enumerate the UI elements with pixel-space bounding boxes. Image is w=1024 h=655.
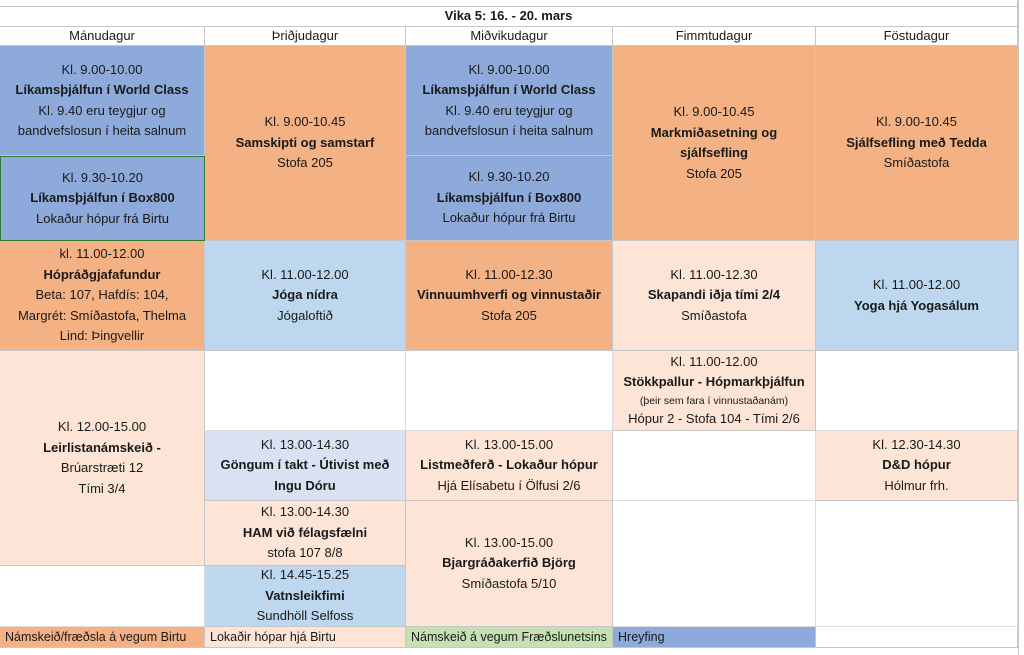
empty-cell[interactable]: [613, 431, 816, 501]
event-title: Bjargráðakerfið Björg: [442, 555, 576, 571]
event-cell-fri-yoga[interactable]: [816, 241, 1018, 351]
legend-item-3: [613, 627, 816, 648]
day-header-label: Föstudagur: [883, 27, 950, 43]
legend-label: Hreyfing: [618, 629, 665, 644]
event-time: kl. 11.00-12.00: [59, 246, 145, 262]
event-detail: Brúarstræti 12: [60, 460, 144, 475]
event-detail: Hjá Elísabetu í Ölfusi 2/6: [437, 477, 581, 493]
event-time: Kl. 14.45-15.25: [260, 567, 350, 583]
event-title: Markmiðasetning og: [650, 124, 778, 140]
event-time: Kl. 13.00-15.00: [464, 436, 554, 452]
event-detail: Sundhöll Selfoss: [256, 608, 354, 624]
event-cell-mon-wc[interactable]: [0, 46, 205, 156]
event-title: Göngum í takt - Útivist með: [220, 457, 390, 473]
event-time: Kl. 9.00-10.00: [468, 61, 550, 77]
event-detail: bandvefslosun í heita salnum: [17, 123, 187, 138]
event-cell-tue-vatn[interactable]: [205, 566, 406, 627]
empty-cell[interactable]: [613, 501, 816, 627]
event-time: Kl. 11.00-12.30: [465, 266, 553, 282]
event-detail: Kl. 9.40 eru teygjur og: [38, 102, 166, 118]
event-cell-wed-wc[interactable]: [406, 46, 613, 156]
event-title: Líkamsþjálfun í Box800: [436, 189, 582, 205]
event-detail: Hólmur frh.: [884, 477, 949, 493]
empty-cell[interactable]: [205, 351, 406, 431]
event-cell-wed-box[interactable]: [406, 156, 613, 241]
event-title: Líkamsþjálfun í Box800: [30, 190, 175, 206]
event-time: Kl. 9.00-10.45: [264, 114, 346, 130]
event-detail: Smíðastofa 5/10: [461, 575, 557, 591]
legend-item-1: [205, 627, 406, 648]
event-time: Kl. 9.30-10.20: [62, 169, 143, 185]
day-header-label: Þriðjudagur: [271, 27, 339, 43]
day-header-4[interactable]: [816, 27, 1018, 46]
event-detail: Stofa 205: [277, 155, 333, 171]
event-detail: Stofa 205: [686, 165, 742, 181]
event-detail: Jógaloftið: [277, 307, 333, 323]
legend-label: Lokaðir hópar hjá Birtu: [210, 629, 336, 644]
event-title: Vatnsleikfimi: [265, 587, 345, 603]
event-detail: stofa 107 8/8: [267, 545, 343, 561]
day-header-label: Mánudagur: [69, 27, 135, 43]
event-cell-wed-list[interactable]: [406, 431, 613, 501]
event-cell-tue-joga[interactable]: [205, 241, 406, 351]
event-title: Leirlistanámskeið -: [43, 439, 161, 455]
event-detail: Smíðastofa: [681, 307, 747, 323]
event-title: Listmeðferð - Lokaður hópur: [420, 457, 598, 473]
event-detail: (þeir sem fara í vinnustaðanám): [639, 394, 789, 407]
event-detail: Stofa 205: [481, 307, 537, 323]
event-cell-mon-hopr[interactable]: [0, 241, 205, 351]
event-detail: Kl. 9.40 eru teygjur og: [445, 102, 573, 118]
event-title: Líkamsþjálfun í World Class: [422, 82, 596, 97]
event-title: Ingu Dóru: [274, 477, 336, 493]
event-detail: Hópur 2 - Stofa 104 - Tími 2/6: [628, 410, 800, 426]
event-title: sjálfsefling: [680, 145, 748, 160]
event-time: Kl. 9.00-10.00: [61, 61, 143, 77]
event-cell-fri-dd[interactable]: [816, 431, 1018, 501]
event-time: Kl. 11.00-12.00: [670, 353, 758, 369]
legend-label: Námskeið á vegum Fræðslunetsins: [411, 629, 607, 644]
event-cell-tue-samskipti[interactable]: [205, 46, 406, 241]
event-cell-wed-bjarg[interactable]: [406, 501, 613, 627]
event-detail: Beta: 107, Hafdís: 104,: [35, 287, 169, 303]
week-title-text: Vika 5: 16. - 20. mars: [444, 8, 573, 24]
event-time: Kl. 12.00-15.00: [57, 419, 147, 434]
event-cell-fri-sjalf[interactable]: [816, 46, 1018, 241]
day-header-1[interactable]: [205, 27, 406, 46]
event-title: HAM við félagsfælni: [242, 524, 368, 540]
day-header-2[interactable]: [406, 27, 613, 46]
day-header-label: Fimmtudagur: [675, 27, 753, 43]
event-detail: Margrét: Smíðastofa, Thelma: [17, 307, 187, 323]
legend-label: Námskeið/fræðsla á vegum Birtu: [5, 629, 187, 644]
event-time: Kl. 9.00-10.45: [673, 104, 755, 119]
empty-cell[interactable]: [816, 351, 1018, 431]
event-time: Kl. 11.00-12.30: [670, 266, 758, 282]
event-time: Kl. 12.30-14.30: [872, 436, 961, 452]
event-title: Líkamsþjálfun í World Class: [15, 82, 189, 97]
day-header-label: Miðvikudagur: [470, 27, 548, 43]
right-gutter: [1018, 0, 1024, 655]
empty-cell[interactable]: [816, 501, 1018, 627]
event-title: Stökkpallur - Hópmarkþjálfun: [623, 374, 805, 390]
event-detail: Lokaður hópur frá Birtu: [36, 210, 169, 226]
event-detail: Lokaður hópur frá Birtu: [442, 210, 576, 226]
event-title: Skapandi iðja tími 2/4: [647, 287, 781, 303]
event-cell-thu-mark[interactable]: [613, 46, 816, 241]
legend-empty: [816, 627, 1018, 648]
empty-cell[interactable]: [0, 566, 205, 627]
event-title: Jóga nídra: [272, 287, 338, 303]
event-title: Sjálfsefling með Tedda: [846, 134, 987, 150]
event-time: Kl. 13.00-14.30: [260, 504, 350, 520]
event-time: Kl. 9.00-10.45: [876, 114, 957, 130]
event-detail: bandvefslosun í heita salnum: [424, 123, 594, 138]
event-detail: Smíðastofa: [883, 155, 950, 171]
event-title: D&D hópur: [882, 457, 951, 473]
event-cell-mon-box[interactable]: [0, 156, 205, 241]
event-detail: Lind: Þingvellir: [59, 328, 145, 344]
top-row: [0, 0, 1018, 7]
event-title: Samskipti og samstarf: [235, 134, 375, 150]
event-detail: Tími 3/4: [78, 480, 126, 496]
event-cell-thu-stokk[interactable]: [613, 351, 816, 431]
event-cell-tue-ham[interactable]: [205, 501, 406, 566]
event-time: Kl. 9.30-10.20: [468, 169, 550, 185]
day-header-0[interactable]: [0, 27, 205, 46]
legend-item-0: [0, 627, 205, 648]
event-time: Kl. 11.00-12.00: [872, 277, 961, 292]
event-title: Vinnuumhverfi og vinnustaðir: [417, 287, 601, 303]
week-title: [0, 7, 1018, 27]
event-time: Kl. 11.00-12.00: [261, 266, 349, 282]
event-cell-mon-leir[interactable]: [0, 351, 205, 566]
day-header-3[interactable]: [613, 27, 816, 46]
event-time: Kl. 13.00-14.30: [260, 436, 350, 452]
event-time: Kl. 13.00-15.00: [464, 534, 554, 550]
empty-cell[interactable]: [406, 351, 613, 431]
legend-item-2: [406, 627, 613, 648]
event-cell-tue-gongum[interactable]: [205, 431, 406, 501]
event-title: Hópráðgjafafundur: [43, 266, 161, 282]
event-cell-wed-vinnu[interactable]: [406, 241, 613, 351]
event-title: Yoga hjá Yogasálum: [854, 297, 979, 313]
event-cell-thu-skap[interactable]: [613, 241, 816, 351]
